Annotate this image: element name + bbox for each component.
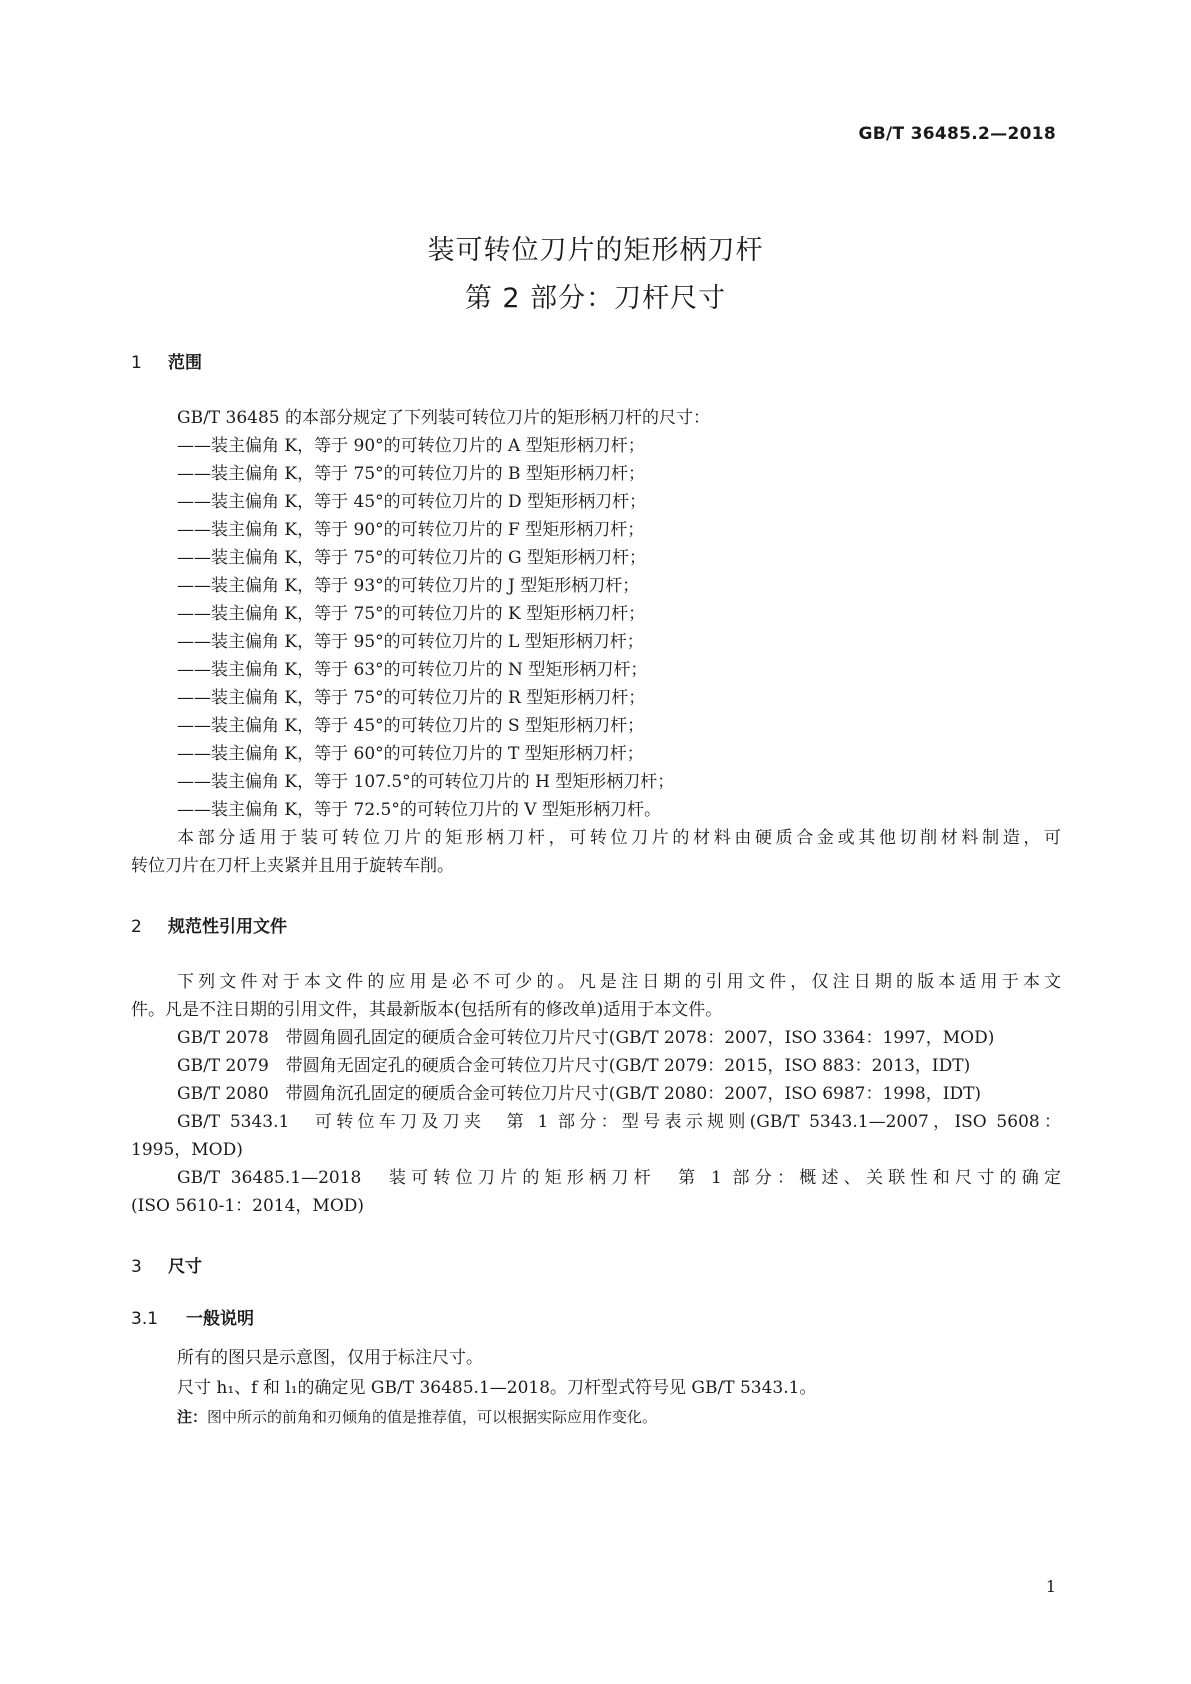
reference-item: GB/T 2080 带圆角沉孔固定的硬质合金可转位刀片尺寸(GB/T 2080：2007，ISO 6987：1998，IDT) — [177, 1084, 982, 1104]
list-item: ——装主偏角 K，等于 60°的可转位刀片的 T 型矩形柄刀杆； — [177, 744, 644, 764]
reference-item-continuation: (ISO 5610-1：2014，MOD) — [131, 1196, 365, 1216]
list-item: ——装主偏角 K，等于 93°的可转位刀片的 J 型矩形柄刀杆； — [177, 576, 640, 596]
note — [177, 1406, 657, 1427]
section-title: 范围 — [168, 353, 202, 373]
scope-paragraph-line: 本部分适用于装可转位刀片的矩形柄刀杆，可转位刀片的材料由硬质合金或其他切削材料制造，可 — [177, 828, 1061, 848]
list-item: ——装主偏角 K，等于 63°的可转位刀片的 N 型矩形柄刀杆； — [177, 660, 648, 680]
list-item: ——装主偏角 K，等于 90°的可转位刀片的 A 型矩形柄刀杆； — [177, 436, 645, 456]
reference-item: GB/T 5343.1 可转位车刀及刀夹 第 1 部分：型号表示规则(GB/T 5343.1—2007，ISO 5608： — [177, 1112, 1061, 1132]
list-item: ——装主偏角 K，等于 75°的可转位刀片的 K 型矩形柄刀杆； — [177, 604, 646, 624]
section-number: 2 — [131, 917, 142, 937]
section-2-heading — [131, 912, 287, 937]
list-item: ——装主偏角 K，等于 72.5°的可转位刀片的 V 型矩形柄刀杆。 — [177, 800, 661, 820]
document-title: 装可转位刀片的矩形柄刀杆 — [427, 235, 764, 266]
section-title: 尺寸 — [168, 1257, 202, 1277]
reference-item: GB/T 2079 带圆角无固定孔的硬质合金可转位刀片尺寸(GB/T 2079：2015，ISO 883：2013，IDT) — [177, 1056, 971, 1076]
references-intro-line: 下列文件对于本文件的应用是必不可少的。凡是注日期的引用文件，仅注日期的版本适用于本文 — [177, 972, 1061, 992]
subsection-title: 一般说明 — [186, 1309, 254, 1329]
list-item: ——装主偏角 K，等于 95°的可转位刀片的 L 型矩形柄刀杆； — [177, 632, 644, 652]
standard-code: GB/T 36485.2—2018 — [858, 124, 1056, 144]
section-3-heading — [131, 1252, 202, 1277]
section-number: 1 — [131, 353, 142, 373]
list-item: ——装主偏角 K，等于 45°的可转位刀片的 D 型矩形柄刀杆； — [177, 492, 647, 512]
document-subtitle: 第 2 部分：刀杆尺寸 — [464, 283, 727, 314]
list-item: ——装主偏角 K，等于 75°的可转位刀片的 G 型矩形柄刀杆； — [177, 548, 647, 568]
note-label: 注： — [177, 1408, 208, 1426]
scope-intro: GB/T 36485 的本部分规定了下列装可转位刀片的矩形柄刀杆的尺寸： — [177, 408, 711, 428]
section-number: 3 — [131, 1257, 142, 1277]
list-item: ——装主偏角 K，等于 75°的可转位刀片的 R 型矩形柄刀杆； — [177, 688, 646, 708]
list-item: ——装主偏角 K，等于 75°的可转位刀片的 B 型矩形柄刀杆； — [177, 464, 645, 484]
general-note-line: 尺寸 h₁、f 和 l₁的确定见 GB/T 36485.1—2018。刀杆型式符号见 GB/T 5343.1。 — [177, 1378, 817, 1398]
section-1-heading — [131, 348, 202, 373]
section-title: 规范性引用文件 — [168, 917, 287, 937]
references-intro-line: 件。凡是不注日期的引用文件，其最新版本(包括所有的修改单)适用于本文件。 — [131, 1000, 723, 1020]
list-item: ——装主偏角 K，等于 90°的可转位刀片的 F 型矩形柄刀杆； — [177, 520, 645, 540]
list-item: ——装主偏角 K，等于 107.5°的可转位刀片的 H 型矩形柄刀杆； — [177, 772, 675, 792]
reference-item: GB/T 2078 带圆角圆孔固定的硬质合金可转位刀片尺寸(GB/T 2078：2007，ISO 3364：1997，MOD) — [177, 1028, 995, 1048]
scope-paragraph-line: 转位刀片在刀杆上夹紧并且用于旋转车削。 — [131, 856, 454, 876]
list-item: ——装主偏角 K，等于 45°的可转位刀片的 S 型矩形柄刀杆； — [177, 716, 645, 736]
general-note-line: 所有的图只是示意图，仅用于标注尺寸。 — [177, 1348, 483, 1368]
subsection-3-1-heading — [131, 1304, 254, 1329]
page-number: 1 — [1045, 1577, 1056, 1596]
reference-item: GB/T 36485.1—2018 装可转位刀片的矩形柄刀杆 第 1 部分：概述、关联性和尺寸的确定 — [177, 1168, 1061, 1188]
subsection-number: 3.1 — [131, 1309, 159, 1329]
note-text: 图中所示的前角和刃倾角的值是推荐值，可以根据实际应用作变化。 — [207, 1408, 658, 1426]
reference-item-continuation: 1995，MOD) — [131, 1140, 243, 1160]
